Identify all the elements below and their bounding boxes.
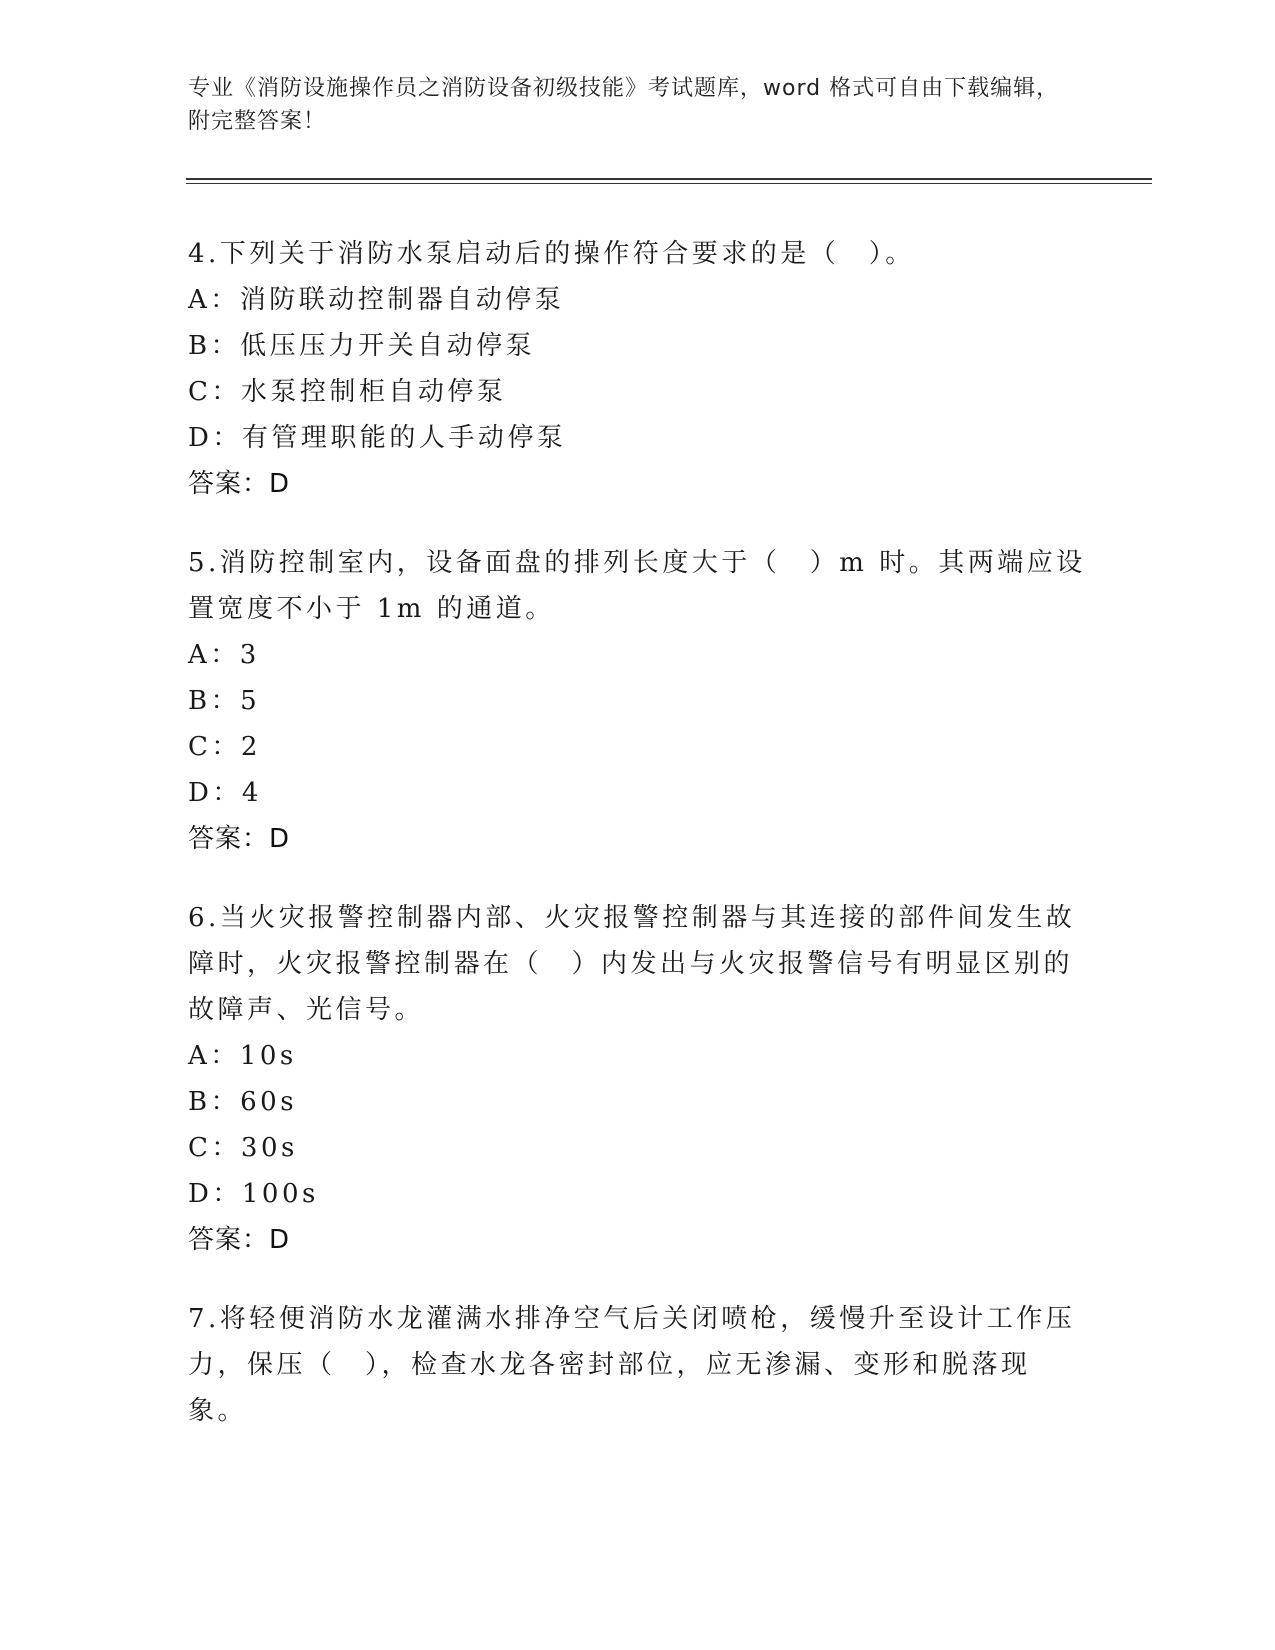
option-label: C： [188,732,241,762]
option-label: B： [188,686,241,716]
option-text: 30s [240,1133,298,1163]
option-text: 4 [241,778,262,808]
answer: 答案：D [188,824,291,854]
option-text: 有管理职能的人手动停泵 [241,423,567,453]
option-text: 低压压力开关自动停泵 [240,331,536,361]
question-6 [188,895,1088,1263]
option-text: 60s [240,1087,298,1117]
question-stem: 6.当火灾报警控制器内部、火灾报警控制器与其连接的部件间发生故障时，火灾报警控制器在（ ）内发出与火灾报警信号有明显区别的故障声、光信号。 [188,903,1076,1025]
option-text: 水泵控制柜自动停泵 [240,377,507,407]
question-5 [188,540,1088,862]
option-d [188,770,1088,816]
header-divider-thin [186,183,1152,184]
option-a [188,277,1088,323]
option-text: 消防联动控制器自动停泵 [239,285,565,315]
option-b [188,323,1088,369]
option-d [188,415,1088,461]
option-b [188,678,1088,724]
option-a [188,632,1088,678]
option-text: 2 [240,732,261,762]
option-c [188,369,1088,415]
question-stem: 5.消防控制室内，设备面盘的排列长度大于（ ）m 时。其两端应设置宽度不小于 1m 的通道。 [188,548,1086,624]
document-header: 专业《消防设施操作员之消防设备初级技能》考试题库，word 格式可自由下载编辑，附完整答案！ [188,76,1060,134]
question-stem: 4.下列关于消防水泵启动后的操作符合要求的是（ ）。 [188,239,915,269]
option-label: A： [188,640,240,670]
question-list [188,231,1088,1467]
option-c [188,1125,1088,1171]
question-4 [188,231,1088,507]
header-divider-thick [186,178,1152,180]
option-label: A： [188,285,240,315]
option-label: C： [188,1133,241,1163]
option-text: 10s [239,1041,297,1071]
option-label: C： [188,377,241,407]
option-d [188,1171,1088,1217]
answer: 答案：D [188,1225,291,1255]
option-text: 5 [240,686,261,716]
question-7 [188,1296,1088,1434]
option-label: B： [188,1087,241,1117]
option-c [188,724,1088,770]
option-label: A： [188,1041,240,1071]
option-text: 100s [241,1179,319,1209]
option-label: B： [188,331,241,361]
option-a [188,1033,1088,1079]
option-label: D： [188,778,242,808]
option-b [188,1079,1088,1125]
question-stem: 7.将轻便消防水龙灌满水排净空气后关闭喷枪，缓慢升至设计工作压力，保压（ ），检查水龙各密封部位，应无渗漏、变形和脱落现象。 [188,1304,1076,1426]
answer: 答案：D [188,469,291,499]
option-label: D： [188,423,242,453]
option-text: 3 [239,640,260,670]
option-label: D： [188,1179,242,1209]
